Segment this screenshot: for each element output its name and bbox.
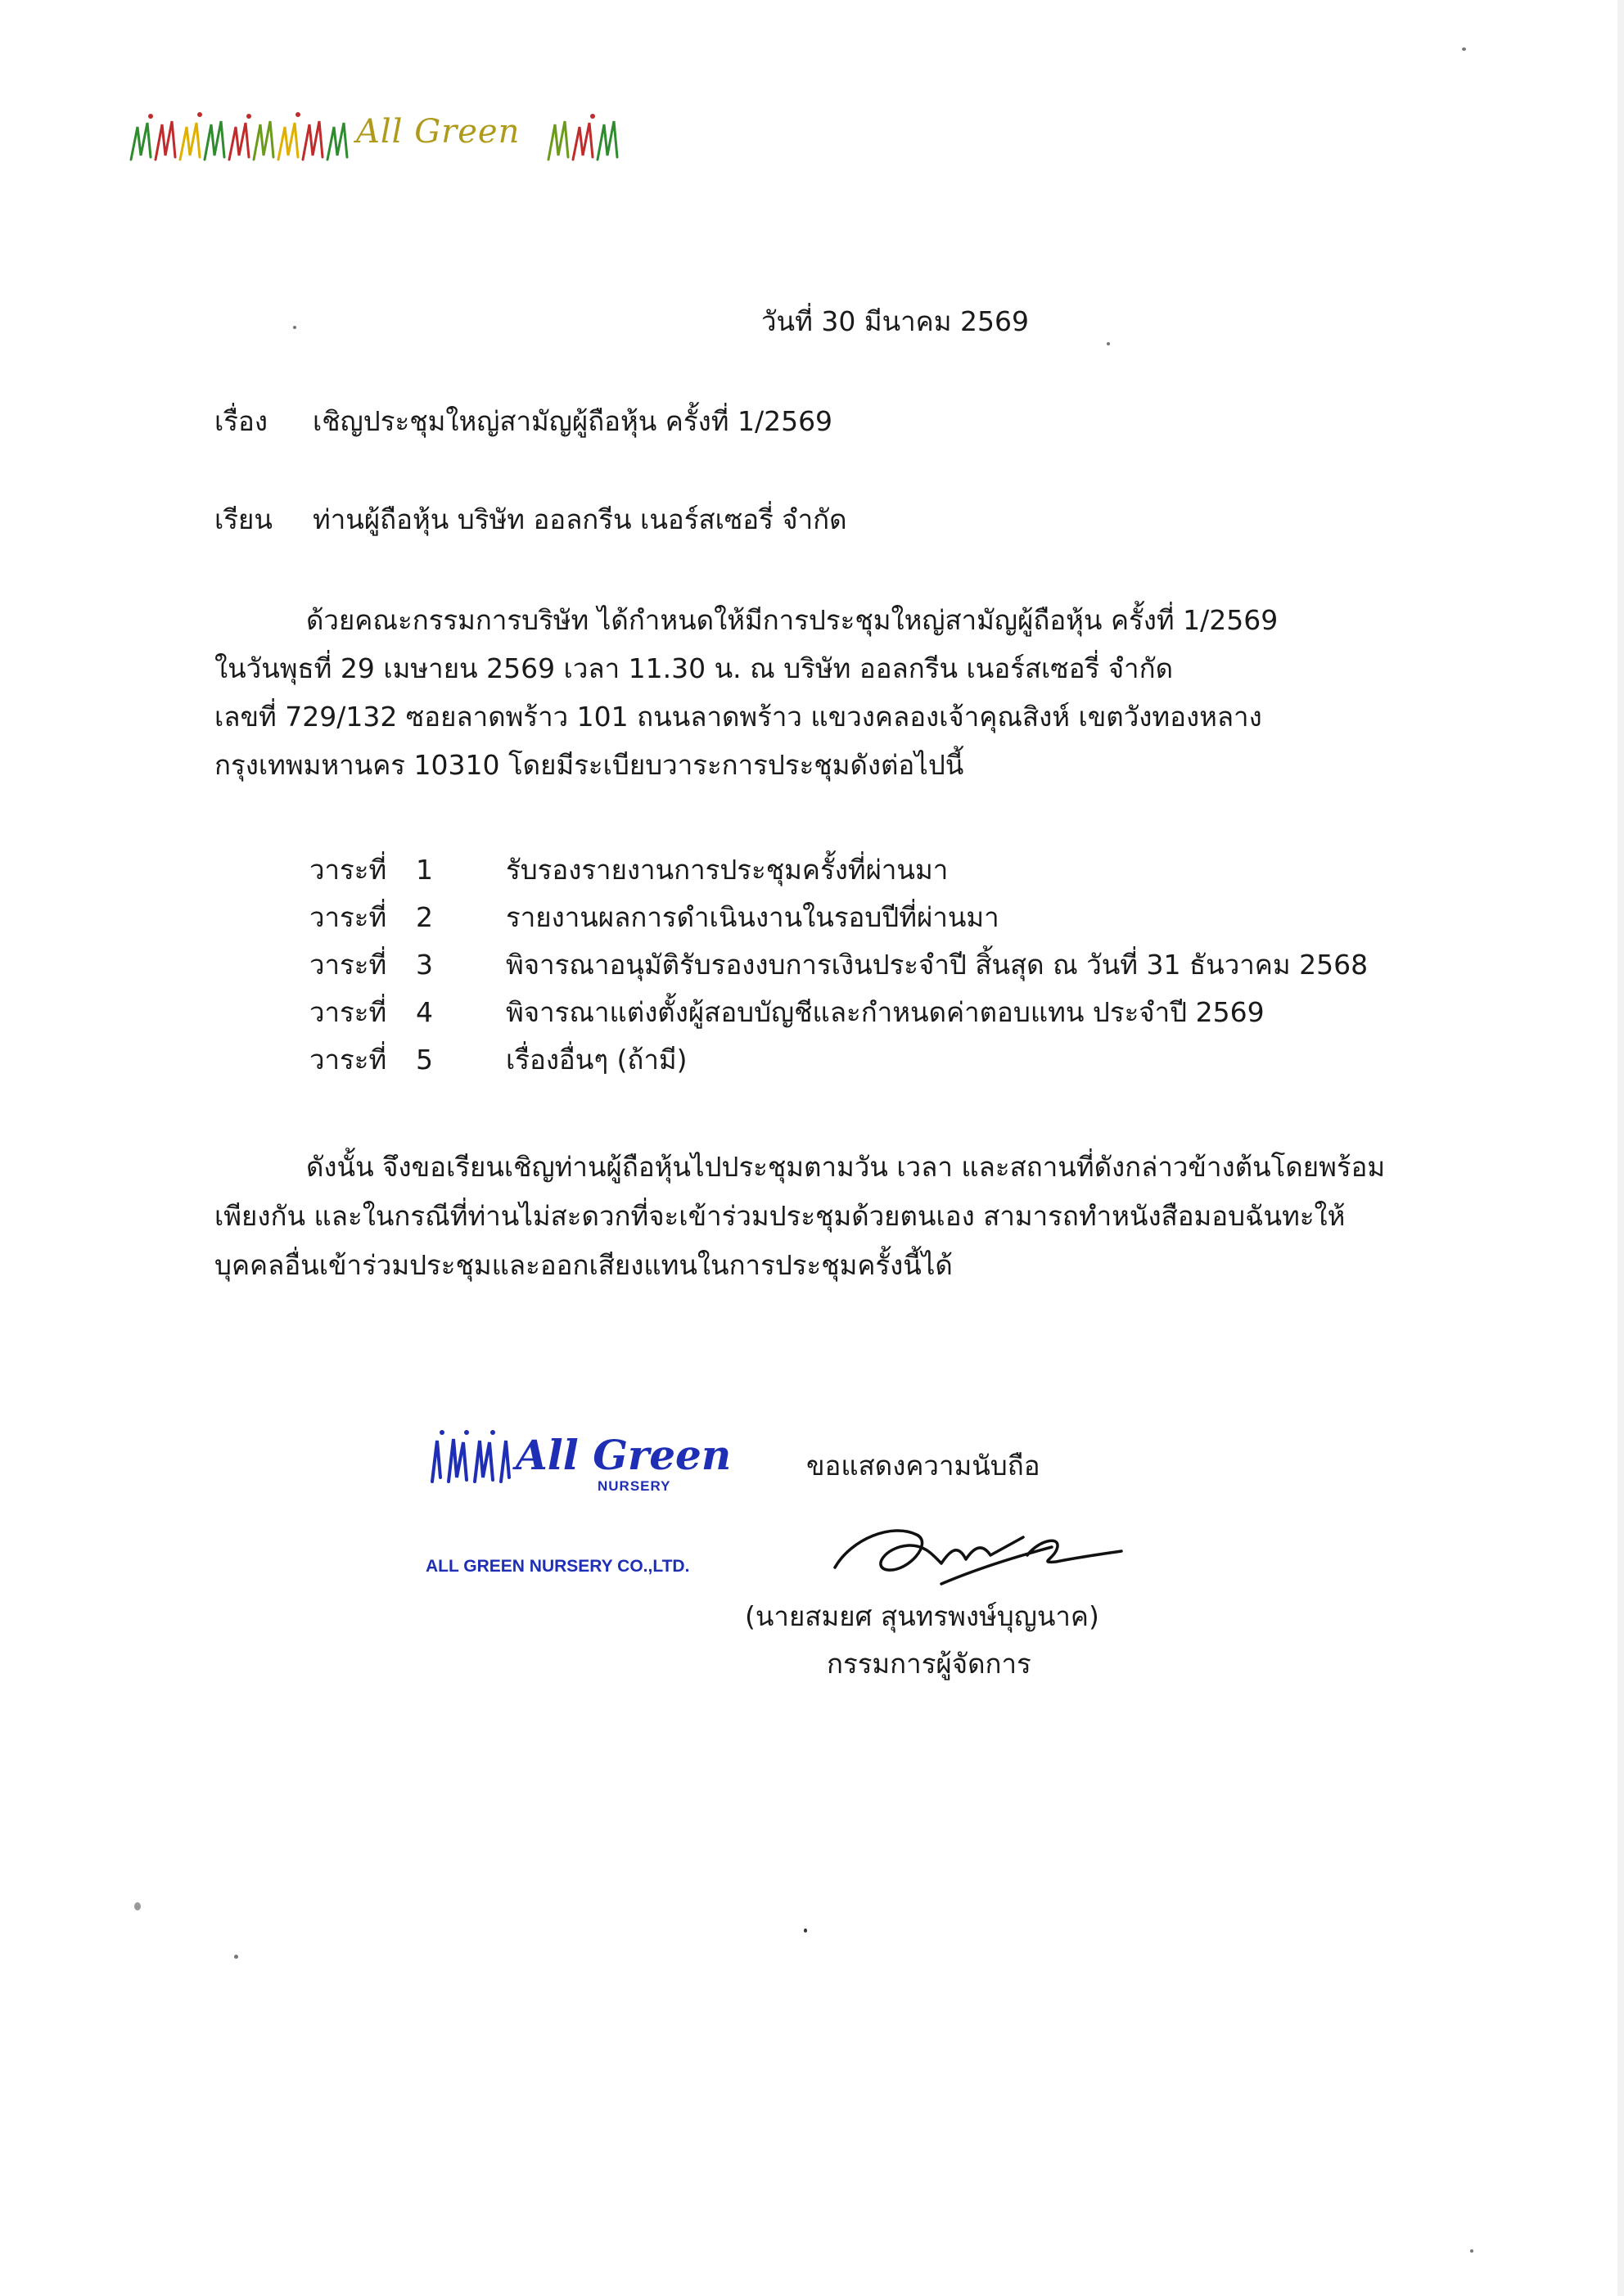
stamp-brand-text: All Green (516, 1431, 732, 1479)
agenda-item-number: 3 (416, 949, 433, 981)
agenda-item-text: รับรองรายงานการประชุมครั้งที่ผ่านมา (506, 854, 949, 886)
stamp-company-name: ALL GREEN NURSERY CO.,LTD. (426, 1557, 690, 1576)
closing-line: เพียงกัน และในกรณีที่ท่านไม่สะดวกที่จะเข้าร่วมประชุมด้วยตนเอง สามารถทำหนังสือมอบฉันทะให้ (214, 1200, 1346, 1232)
closing-line: ดังนั้น จึงขอเรียนเชิญท่านผู้ถือหุ้นไปประชุมตามวัน เวลา และสถานที่ดังกล่าวข้างต้นโดยพร้อม (306, 1151, 1386, 1183)
scan-speck (134, 1902, 141, 1910)
agenda-item (309, 846, 1368, 894)
closing-line: บุคคลอื่นเข้าร่วมประชุมและออกเสียงแทนในการประชุมครั้งนี้ได้ (214, 1249, 953, 1281)
regards-text: ขอแสดงความนับถือ (806, 1450, 1040, 1482)
agenda-item (309, 1036, 1368, 1084)
agenda-item-text: พิจารณาอนุมัติรับรองงบการเงินประจำปี สิ้นสุด ณ วันที่ 31 ธันวาคม 2568 (506, 949, 1369, 981)
agenda-item-number: 4 (416, 996, 433, 1028)
signature-mark (819, 1506, 1130, 1604)
agenda-item (309, 894, 1368, 941)
scan-speck (234, 1955, 238, 1959)
signer-name: (นายสมยศ สุนทรพงษ์บุญนาค) (745, 1600, 1099, 1632)
agenda-item-label: วาระที่ (309, 854, 387, 886)
body-line: กรุงเทพมหานคร 10310 โดยมีระเบียบวาระการประชุมดังต่อไปนี้ (214, 749, 964, 781)
body-line: เลขที่ 729/132 ซอยลาดพร้าว 101 ถนนลาดพร้าว แขวงคลองเจ้าคุณสิงห์ เขตวังทองหลาง (214, 701, 1262, 733)
agenda-item (309, 941, 1368, 989)
scan-speck (1470, 2249, 1473, 2253)
letter-date: วันที่ 30 มีนาคม 2569 (761, 305, 1029, 337)
body-paragraph (214, 596, 1393, 789)
recipient-label: เรียน (214, 503, 273, 535)
scan-speck (1107, 342, 1110, 345)
scan-speck (293, 326, 296, 329)
agenda-item-number: 5 (416, 1044, 433, 1076)
agenda-item-label: วาระที่ (309, 949, 387, 981)
letterhead-brand-text: All Green (356, 113, 521, 151)
agenda-item-label: วาระที่ (309, 1044, 387, 1076)
stamp-nursery-text: NURSERY (598, 1478, 671, 1494)
subject-label: เรื่อง (214, 405, 268, 437)
company-stamp (426, 1424, 732, 1588)
agenda-item-label: วาระที่ (309, 996, 387, 1028)
agenda-item-label: วาระที่ (309, 901, 387, 933)
agenda-item-text: เรื่องอื่นๆ (ถ้ามี) (506, 1044, 688, 1076)
agenda-item (309, 989, 1368, 1036)
agenda-list (309, 846, 1368, 1084)
recipient-text: ท่านผู้ถือหุ้น บริษัท ออลกรีน เนอร์สเซอรี่ จำกัด (313, 503, 847, 535)
stamp-leaf-pattern (426, 1424, 516, 1490)
agenda-item-number: 2 (416, 901, 433, 933)
letterhead-logo (123, 98, 630, 176)
signer-title: กรรมการผู้จัดการ (827, 1648, 1031, 1680)
subject-text: เชิญประชุมใหญ่สามัญผู้ถือหุ้น ครั้งที่ 1/2569 (313, 405, 833, 437)
agenda-item-number: 1 (416, 854, 433, 886)
scan-speck (1462, 47, 1466, 51)
closing-paragraph (214, 1143, 1426, 1290)
agenda-item-text: พิจารณาแต่งตั้งผู้สอบบัญชีและกำหนดค่าตอบแทน ประจำปี 2569 (506, 996, 1265, 1028)
scan-speck (804, 1928, 807, 1933)
scan-edge (1617, 0, 1624, 2296)
recipient-row (214, 496, 847, 544)
body-line: ด้วยคณะกรรมการบริษัท ได้กำหนดให้มีการประชุมใหญ่สามัญผู้ถือหุ้น ครั้งที่ 1/2569 (306, 604, 1279, 636)
subject-row (214, 398, 832, 445)
body-line: ในวันพุธที่ 29 เมษายน 2569 เวลา 11.30 น. ณ บริษัท ออลกรีน เนอร์สเซอรี่ จำกัด (214, 652, 1174, 684)
agenda-item-text: รายงานผลการดำเนินงานในรอบปีที่ผ่านมา (506, 901, 999, 933)
handwritten-signature (819, 1506, 1130, 1604)
